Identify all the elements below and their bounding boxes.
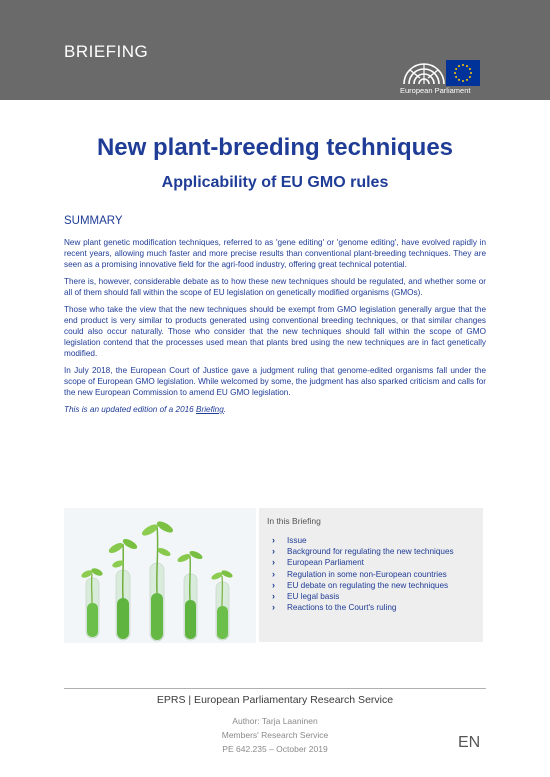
- contents-list: [267, 535, 475, 613]
- contents-item-label: Reactions to the Court's ruling: [287, 603, 397, 613]
- chevron-right-icon: ›: [272, 557, 275, 568]
- contents-item[interactable]: [267, 546, 475, 557]
- chevron-right-icon: ›: [272, 535, 275, 545]
- summary-paragraph: In July 2018, the European Court of Justice gave a judgment ruling that genome-edited organisms fall under the scope of European GMO legislation. While welcomed by some, the judgment has also sparked criticism and calls for the new European Commission to amend EU GMO legislation.: [64, 366, 486, 397]
- in-this-briefing-box: [259, 508, 483, 642]
- contents-item[interactable]: [267, 535, 475, 546]
- chevron-right-icon: ›: [272, 602, 275, 613]
- summary-paragraph: There is, however, considerable debate as to how these new techniques should be regulated, and whether some or all of them should fall within the scope of EU legislation on genetically modified organisms (GMOs).: [64, 277, 486, 297]
- page-subtitle: Applicability of EU GMO rules: [161, 174, 389, 191]
- chevron-right-icon: ›: [272, 546, 275, 557]
- contents-item[interactable]: [267, 580, 475, 591]
- chevron-right-icon: ›: [272, 568, 275, 579]
- edition-note-end: .: [223, 405, 227, 414]
- contents-item-label: Issue: [287, 536, 307, 545]
- footer-reference: PE 642.235 – October 2019: [222, 744, 328, 754]
- briefing-link[interactable]: Briefing: [196, 405, 224, 414]
- document-type: BRIEFING: [64, 42, 149, 61]
- footer-department: Members' Research Service: [221, 730, 329, 740]
- footer-divider: [64, 688, 486, 689]
- contents-item[interactable]: [267, 569, 475, 580]
- language-code: EN: [458, 734, 481, 751]
- in-this-briefing-title: In this Briefing: [267, 516, 321, 526]
- summary-paragraph: Those who take the view that the new techniques should be exempt from GMO legislation generally argue that the end product is very similar to products generated using conventional breeding techniques, or that similar changes could also occur naturally. Those who consider that the new techniques should fall within the scope of GMO legislation contend that the processes used mean that plants bred using the new techniques are in fact genetically modified.: [64, 305, 486, 358]
- summary-paragraph: New plant genetic modification techniques, referred to as 'gene editing' or 'genome editing', have evolved rapidly in recent years, allowing much faster and more precise results than conventional plant-breeding techniques. They are seen as a promising innovative field for the agri-food industry, offering great technical potential.: [64, 238, 486, 269]
- edition-note: [64, 404, 486, 415]
- footer-author: Author: Tarja Laaninen: [232, 716, 318, 726]
- eu-flag-icon: [446, 60, 480, 86]
- edition-note-text: This is an updated edition of a 2016: [64, 405, 197, 414]
- contents-item[interactable]: [267, 591, 475, 602]
- contents-item[interactable]: [267, 602, 475, 613]
- contents-item-label: European Parliament: [287, 558, 364, 568]
- contents-item-label: EU legal basis: [287, 592, 340, 602]
- contents-item-label: Regulation in some non-European countries: [287, 569, 447, 579]
- european-parliament-logo: [396, 46, 486, 98]
- logo-label: European Parliament: [400, 86, 471, 95]
- summary-section: [64, 237, 486, 421]
- contents-item[interactable]: [267, 557, 475, 568]
- summary-heading: SUMMARY: [64, 215, 123, 227]
- contents-item-label: Background for regulating the new techniques: [287, 547, 454, 557]
- chevron-right-icon: ›: [272, 591, 275, 602]
- footer-service-name: EPRS | European Parliamentary Research Service: [156, 694, 394, 706]
- chevron-right-icon: ›: [272, 579, 275, 590]
- hemicycle-icon: [400, 46, 446, 86]
- contents-item-label: EU debate on regulating the new techniques: [287, 580, 449, 590]
- page-title: New plant-breeding techniques: [96, 134, 454, 161]
- seedlings-in-test-tubes-image: [64, 508, 256, 643]
